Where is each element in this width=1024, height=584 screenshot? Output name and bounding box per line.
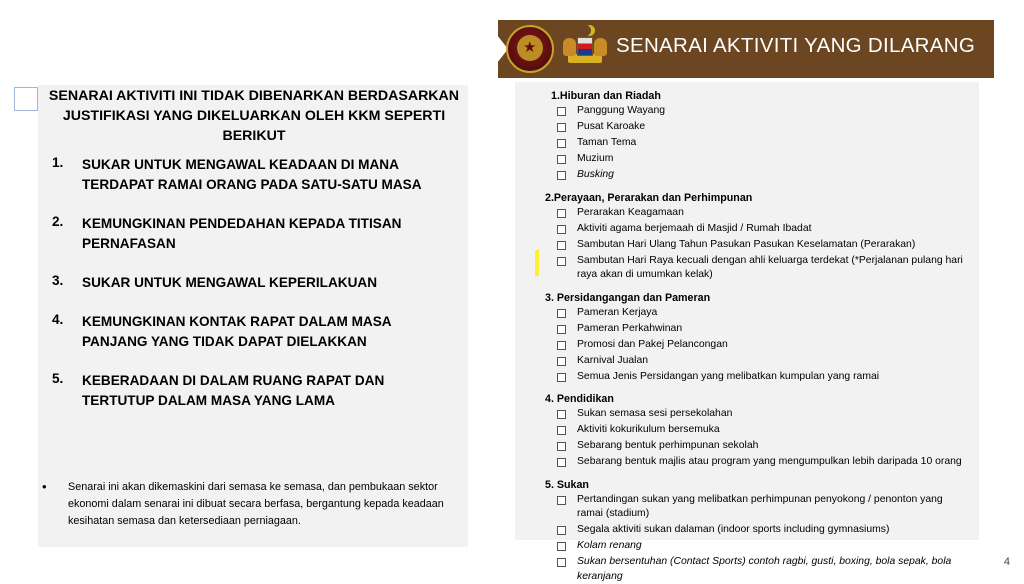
list-item-label: Promosi dan Pakej Pelancongan: [577, 338, 728, 353]
list-item[interactable]: [529, 238, 969, 253]
section-perayaan-perarakan-perhimpunan: [529, 192, 969, 283]
checkbox-icon[interactable]: [557, 542, 566, 551]
list-item-label: Perarakan Keagamaan: [577, 206, 684, 221]
list-item[interactable]: [529, 370, 969, 385]
left-footnote: [38, 479, 468, 530]
checkbox-icon[interactable]: [557, 209, 566, 218]
left-heading: SENARAI AKTIVITI INI TIDAK DIBENARKAN BERDASARKAN JUSTIFIKASI YANG DIKELUARKAN OLEH KKM SEPERTI BERIKUT: [48, 86, 460, 146]
checkbox-icon[interactable]: [557, 410, 566, 419]
checkbox-icon[interactable]: [557, 357, 566, 366]
list-item[interactable]: [529, 407, 969, 422]
list-item-label: Pusat Karoake: [577, 120, 645, 135]
list-item[interactable]: [529, 439, 969, 454]
checkbox-icon[interactable]: [557, 496, 566, 505]
list-item-label: Kolam renang: [577, 539, 642, 554]
checkbox-icon[interactable]: [557, 458, 566, 467]
checkbox-icon[interactable]: [557, 325, 566, 334]
list-item: [52, 371, 472, 411]
bullet-icon: •: [38, 479, 68, 530]
highlight-marker: [535, 250, 539, 276]
list-item[interactable]: [529, 168, 969, 183]
list-item[interactable]: [529, 455, 969, 470]
list-item-label: Karnival Jualan: [577, 354, 648, 369]
list-item: [52, 312, 472, 352]
checkbox-icon[interactable]: [557, 373, 566, 382]
section-title: 5. Sukan: [545, 479, 969, 491]
section-title: 4. Pendidikan: [545, 393, 969, 405]
list-item[interactable]: [529, 539, 969, 554]
page-number: 4: [1004, 556, 1010, 568]
list-item[interactable]: [529, 254, 969, 283]
checkbox-icon[interactable]: [557, 241, 566, 250]
checkbox-icon[interactable]: [557, 257, 566, 266]
list-item-label: KEMUNGKINAN KONTAK RAPAT DALAM MASA PANJANG YANG TIDAK DAPAT DIELAKKAN: [82, 312, 457, 352]
list-item[interactable]: [529, 354, 969, 369]
list-item[interactable]: [529, 338, 969, 353]
prohibited-activities-list: [515, 82, 979, 540]
checkbox-icon[interactable]: [557, 341, 566, 350]
list-item[interactable]: [529, 423, 969, 438]
list-item-label: SUKAR UNTUK MENGAWAL KEPERILAKUAN: [82, 273, 377, 293]
list-item: [52, 155, 472, 195]
section-title: 3. Persidangangan dan Pameran: [545, 292, 969, 304]
list-item-number: 4.: [52, 312, 82, 352]
list-item[interactable]: [529, 306, 969, 321]
checkbox-icon[interactable]: [557, 442, 566, 451]
section-pendidikan: [529, 393, 969, 470]
section-title: 1.Hiburan dan Riadah: [551, 90, 969, 102]
list-item[interactable]: [529, 104, 969, 119]
list-item-label: Aktiviti agama berjemaah di Masjid / Rumah Ibadat: [577, 222, 811, 237]
list-item[interactable]: [529, 152, 969, 167]
list-item-label: KEMUNGKINAN PENDEDAHAN KEPADA TITISAN PERNAFASAN: [82, 214, 457, 254]
list-item-number: 2.: [52, 214, 82, 254]
checkbox-icon[interactable]: [557, 309, 566, 318]
list-item-number: 1.: [52, 155, 82, 195]
list-item[interactable]: [529, 206, 969, 221]
list-item-label: Busking: [577, 168, 614, 183]
list-item-label: Sukan semasa sesi persekolahan: [577, 407, 732, 422]
list-item-number: 5.: [52, 371, 82, 411]
list-item[interactable]: [529, 493, 969, 522]
checkbox-icon[interactable]: [557, 526, 566, 535]
list-item-label: Pertandingan sukan yang melibatkan perhimpunan penyokong / penonton yang ramai (stadium): [577, 493, 969, 522]
checkbox-icon[interactable]: [557, 426, 566, 435]
checkbox-icon[interactable]: [557, 139, 566, 148]
list-item-label: Sambutan Hari Raya kecuali dengan ahli keluarga terdekat (*Perjalanan pulang hari raya akan di umumkan kelak): [577, 254, 969, 283]
malaysia-coat-of-arms-icon: [560, 24, 610, 74]
left-footnote-text: Senarai ini akan dikemaskini dari semasa ke semasa, dan pembukaan sektor ekonomi dalam senarai ini dibuat secara berfasa, bergantung kepada keadaan kesihatan semasa dan ketersediaan perniagaan.: [68, 479, 448, 530]
banner: [498, 20, 994, 78]
section-hiburan-dan-riadah: [529, 90, 969, 183]
list-item-label: Aktiviti kokurikulum bersemuka: [577, 423, 720, 438]
list-item-label: Panggung Wayang: [577, 104, 665, 119]
section-persidangan-dan-pameran: [529, 292, 969, 385]
list-item: [52, 273, 472, 293]
list-item-label: Segala aktiviti sukan dalaman (indoor sports including gymnasiums): [577, 523, 889, 538]
list-item[interactable]: [529, 222, 969, 237]
checkbox-icon[interactable]: [557, 558, 566, 567]
list-item[interactable]: [529, 120, 969, 135]
checkbox-icon[interactable]: [557, 107, 566, 116]
right-panel: [498, 20, 994, 540]
banner-title: SENARAI AKTIVITI YANG DILARANG: [616, 34, 975, 58]
list-item-label: KEBERADAAN DI DALAM RUANG RAPAT DAN TERTUTUP DALAM MASA YANG LAMA: [82, 371, 457, 411]
list-item-label: Pameran Kerjaya: [577, 306, 657, 321]
checkbox-icon[interactable]: [557, 155, 566, 164]
list-item-label: Sebarang bentuk perhimpunan sekolah: [577, 439, 758, 454]
list-item-label: Muzium: [577, 152, 613, 167]
checkbox-icon[interactable]: [557, 171, 566, 180]
list-item[interactable]: [529, 523, 969, 538]
list-item-label: Sukan bersentuhan (Contact Sports) contoh ragbi, gusti, boxing, bola sepak, bola keranjang: [577, 555, 969, 584]
list-item-number: 3.: [52, 273, 82, 293]
list-item: [52, 214, 472, 254]
list-item-label: Taman Tema: [577, 136, 636, 151]
list-item[interactable]: [529, 322, 969, 337]
checkbox-icon[interactable]: [557, 225, 566, 234]
list-item-label: Pameran Perkahwinan: [577, 322, 682, 337]
list-item-label: Sambutan Hari Ulang Tahun Pasukan Pasukan Keselamatan (Perarakan): [577, 238, 915, 253]
section-sukan: [529, 479, 969, 584]
left-numbered-list: [52, 155, 472, 430]
left-checkbox[interactable]: [14, 87, 38, 111]
list-item-label: SUKAR UNTUK MENGAWAL KEADAAN DI MANA TERDAPAT RAMAI ORANG PADA SATU-SATU MASA: [82, 155, 457, 195]
checkbox-icon[interactable]: [557, 123, 566, 132]
list-item[interactable]: [529, 555, 969, 584]
list-item-label: Sebarang bentuk majlis atau program yang mengumpulkan lebih daripada 10 orang: [577, 455, 962, 470]
police-crest-icon: ★: [506, 25, 554, 73]
section-title: 2.Perayaan, Perarakan dan Perhimpunan: [545, 192, 969, 204]
list-item[interactable]: [529, 136, 969, 151]
list-item-label: Semua Jenis Persidangan yang melibatkan kumpulan yang ramai: [577, 370, 879, 385]
